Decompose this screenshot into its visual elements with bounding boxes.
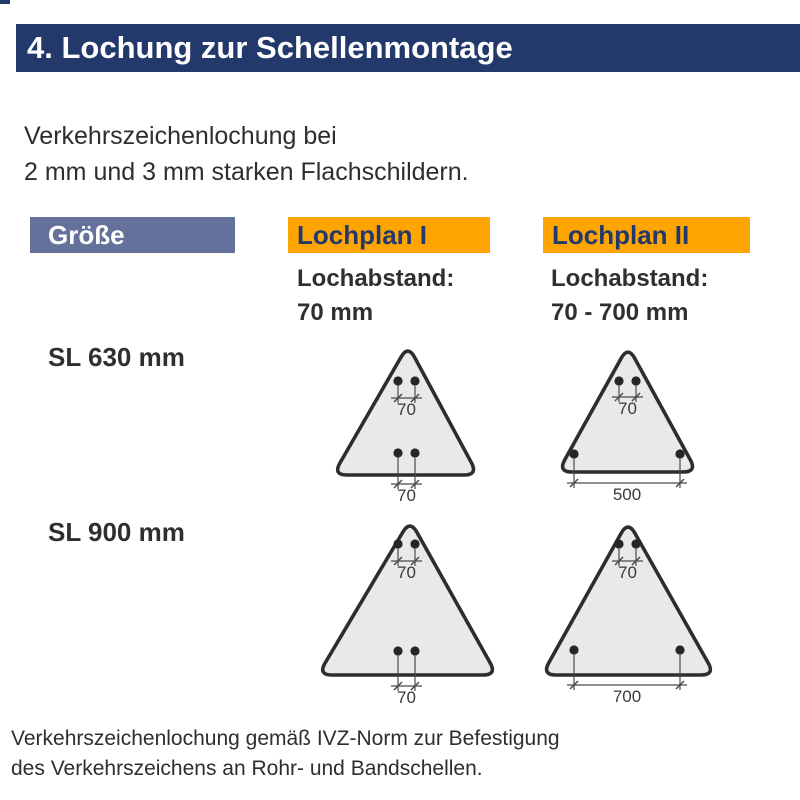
- section-title: 4. Lochung zur Schellenmontage: [27, 30, 513, 65]
- diagram-sl900-lochplan1: [308, 512, 508, 717]
- mounting-hole: [614, 376, 623, 385]
- mounting-hole: [569, 449, 578, 458]
- dimension-label: 70: [618, 563, 637, 582]
- row-label-sl-630: SL 630 mm: [48, 342, 185, 372]
- lochabstand-plan2-line2: 70 - 700 mm: [551, 299, 689, 326]
- footer-note: [11, 724, 560, 784]
- intro-text: [24, 118, 469, 190]
- dimension-label: 70: [397, 400, 416, 419]
- lochabstand-plan1: [297, 262, 454, 330]
- dimension-label: 70: [397, 563, 416, 582]
- section-title-bar: [16, 24, 800, 72]
- mounting-hole: [631, 539, 640, 548]
- dimension-label: 700: [612, 687, 642, 706]
- scan-artifact-mark: [0, 0, 10, 4]
- mounting-hole: [393, 539, 402, 548]
- mounting-hole: [410, 646, 419, 655]
- diagram-sl630-lochplan2: [548, 335, 733, 510]
- mounting-hole: [393, 376, 402, 385]
- mounting-hole: [614, 539, 623, 548]
- dimension-label: 70: [618, 399, 637, 418]
- mounting-hole: [393, 448, 402, 457]
- mounting-hole: [393, 646, 402, 655]
- column-header-lochplan-1: Lochplan I: [288, 217, 490, 253]
- mounting-hole: [631, 376, 640, 385]
- mounting-hole: [410, 539, 419, 548]
- lochabstand-plan1-line2: 70 mm: [297, 299, 374, 326]
- mounting-hole: [675, 449, 684, 458]
- lochabstand-plan1-line1: Lochabstand:: [297, 265, 455, 292]
- column-header-lochplan-2: Lochplan II: [543, 217, 750, 253]
- footer-line-2: des Verkehrszeichens an Rohr- und Bandschellen.: [11, 757, 483, 780]
- diagram-sl630-lochplan1: [313, 335, 498, 510]
- diagram-sl900-lochplan2: [532, 512, 732, 717]
- dimension-label: 500: [612, 485, 642, 504]
- lochabstand-plan2-line1: Lochabstand:: [551, 265, 709, 292]
- mounting-hole: [410, 376, 419, 385]
- row-label-sl-900: SL 900 mm: [48, 517, 185, 547]
- footer-line-1: Verkehrszeichenlochung gemäß IVZ-Norm zur Befestigung: [11, 727, 560, 750]
- sign-triangle: [323, 526, 493, 675]
- dimension-label: 70: [397, 688, 416, 707]
- mounting-hole: [410, 448, 419, 457]
- mounting-hole: [569, 645, 578, 654]
- lochabstand-plan2: [551, 262, 708, 330]
- intro-line-1: Verkehrszeichenlochung bei: [24, 122, 337, 150]
- column-header-groesse: Größe: [30, 217, 235, 253]
- intro-line-2: 2 mm und 3 mm starken Flachschildern.: [24, 158, 469, 186]
- mounting-hole: [675, 645, 684, 654]
- dimension-label: 70: [397, 486, 416, 505]
